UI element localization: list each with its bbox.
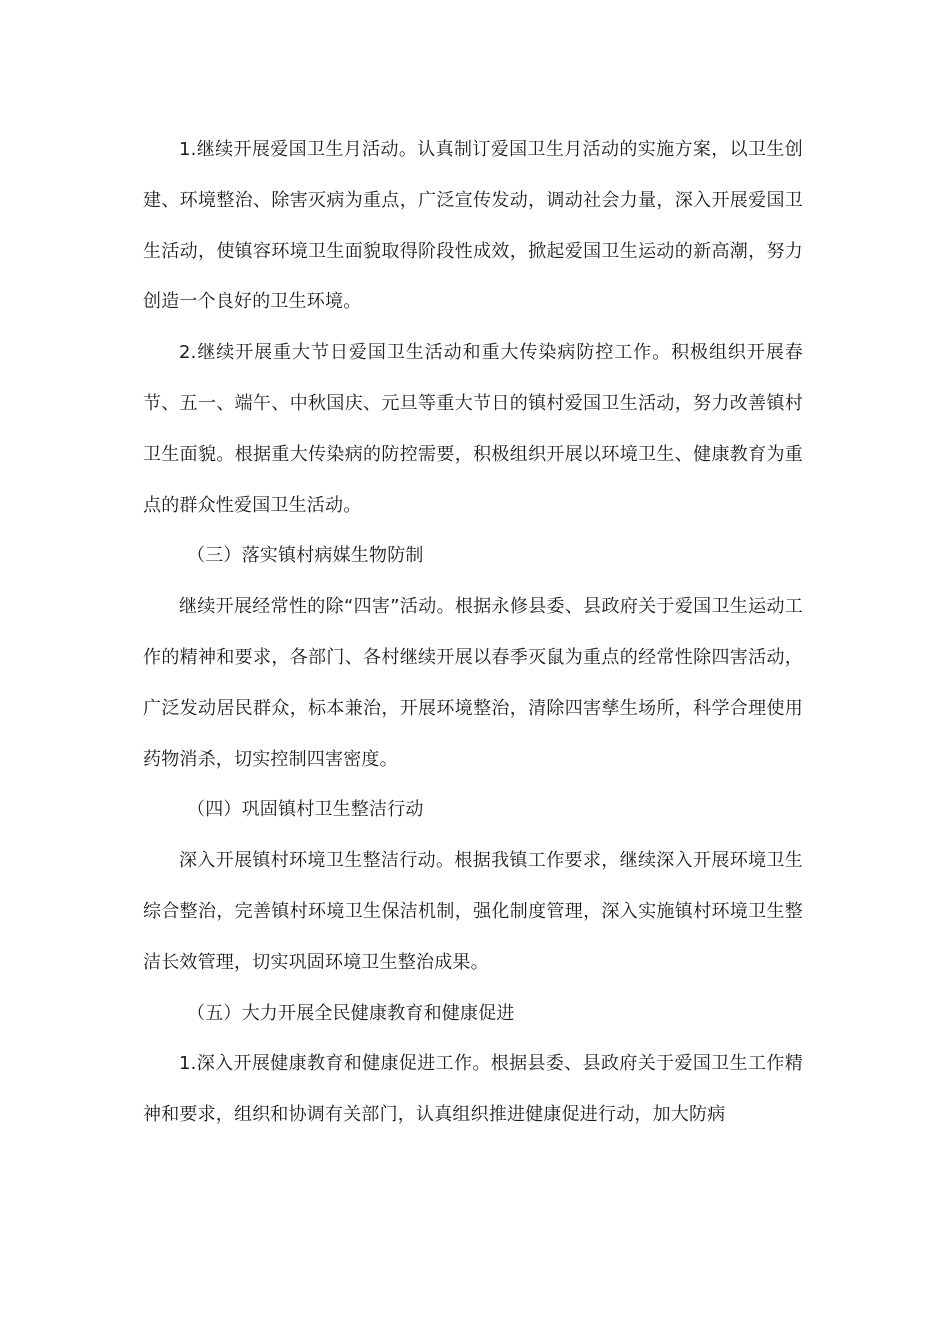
section-heading-sanitation: （四）巩固镇村卫生整洁行动 [187, 799, 424, 821]
paragraph-sanitation-action: 深入开展镇村环境卫生整洁行动。根据我镇工作要求，继续深入开展环境卫生综合整治，完善镇村环境卫生保洁机制，强化制度管理，深入实施镇村环境卫生整洁长效管理，切实巩固环境卫生整治成果。 [143, 850, 803, 973]
section-heading-vector-control: （三）落实镇村病媒生物防制 [187, 545, 424, 567]
paragraph-holiday-activities: 2.继续开展重大节日爱国卫生活动和重大传染病防控工作。积极组织开展春节、五一、端午、中秋国庆、元旦等重大节日的镇村爱国卫生活动，努力改善镇村卫生面貌。根据重大传染病的防控需要，积极组织开展以环境卫生、健康教育为重点的群众性爱国卫生活动。 [143, 342, 803, 516]
paragraph-health-promotion: 1.深入开展健康教育和健康促进工作。根据县委、县政府关于爱国卫生工作精神和要求，组织和协调有关部门，认真组织推进健康促进行动，加大防病 [143, 1053, 803, 1126]
paragraph-four-pests: 继续开展经常性的除“四害”活动。根据永修县委、县政府关于爱国卫生运动工作的精神和要求，各部门、各村继续开展以春季灭鼠为重点的经常性除四害活动，广泛发动居民群众，标本兼治，开展环境整治，清除四害孳生场所，科学合理使用药物消杀，切实控制四害密度。 [143, 596, 803, 770]
document-body [143, 125, 803, 1141]
paragraph-patriotic-health-month: 1.继续开展爱国卫生月活动。认真制订爱国卫生月活动的实施方案，以卫生创建、环境整治、除害灭病为重点，广泛宣传发动，调动社会力量，深入开展爱国卫生活动，使镇容环境卫生面貌取得阶段性成效，掀起爱国卫生运动的新高潮，努力创造一个良好的卫生环境。 [143, 139, 803, 313]
section-heading-health-education: （五）大力开展全民健康教育和健康促进 [187, 1002, 515, 1024]
